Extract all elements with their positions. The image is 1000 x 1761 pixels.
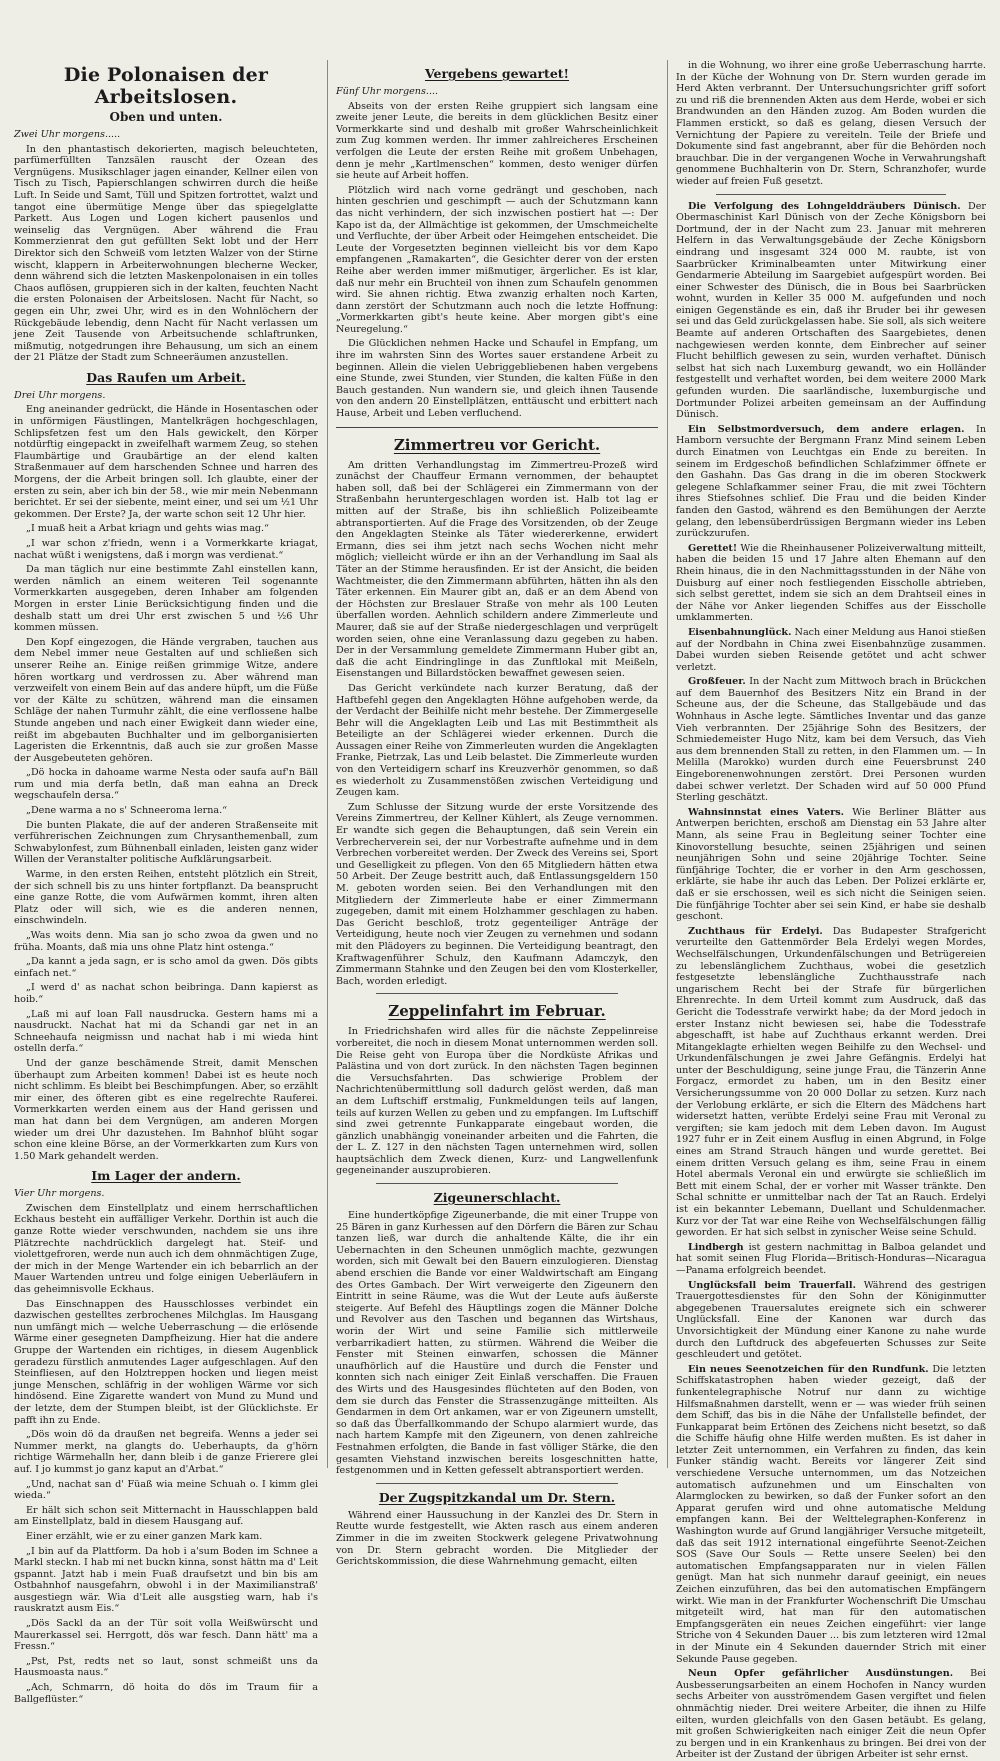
news-item-head: Ein Selbstmordversuch, dem andere erlagen. [688,423,965,435]
news-item-text: Wie die Rheinhausener Polizeiverwaltung mitteilt, haben die beiden 15 und 17 Jahre alten Ehemann auf den Rhein hinaus, die in den Nachmittagsstunden in der Nähe von Duisburg auf einer noch festliegenden Eisscholle abtrieben, sich selbst gerettet, indem sie sich an dem Drahtseil eines in der Nähe vor Anker liegenden Schiffes aus der Eisscholle umklammerten. [676,542,986,624]
paragraph: „Dö hocka in dahoame warme Nesta oder saufa auf'n Bäll rum und mia derfa betln, daß man eahna an Dreck wegschaufeln dersa.“ [14,767,318,802]
paragraph: „I werd d' as nachat schon beibringa. Dann kapierst as hoib.“ [14,982,318,1005]
paragraph: Eng aneinander gedrückt, die Hände in Hosentaschen oder in unförmigen Fäustlingen, Mantelkrägen hochgeschlagen, Schlipsfetzen fest um den Hals gewickelt, den Körper notdürftig eingepackt in zweifelhaft warmem Zeug, so stehen Flaumbärtige und Graubärtige an der elend kalten Straßenmauer auf dem harschenden Schnee und harren des Morgens, der die Arbeit bringen soll. Ich glaubte, einer der ersten zu sein, aber ich bin der 58., wie mir mein Nebenmann berichtet. Er sei der siebente, meint einer, und sei um ½1 Uhr gekommen. Der Erste? Ja, der warte schon seit 12 Uhr hier. [14,404,318,520]
paragraph: „Da kannt a jeda sagn, er is scho amol da gwen. Dös gibts einfach net.“ [14,956,318,979]
paragraph: Während einer Haussuchung in der Kanzlei des Dr. Stern in Reutte wurde festgestellt, wie Akten rasch aus einem anderen Zimmer in die im zweiten Stockwerk gelegene Privatwohnung von Dr. Stern gebracht worden. Die Mitglieder der Gerichtskommission, die diese Wahrnehmung gemacht, eilten [336,1509,658,1568]
news-item-text: Bei Ausbesserungsarbeiten an einem Hochofen in Nancy wurden sechs Arbeiter von ausströmendem Gasen vergiftet und fielen ohnmächtig nieder. Drei weitere Arbeiter, die ihnen zu Hilfe eilten, wurden gleichfalls von den Gasen betäubt. Es gelang, mit großen Schwierigkeiten nach einiger Zeit die neun Opfer zu bergen und in ein Krankenhaus zu bringen. Bei drei von der Arbeiter ist der Zustand der übrigen Arbeiter ist sehr ernst. [676,1668,986,1761]
section-heading-vergebens: Vergebens gewartet! [424,66,570,81]
divider [376,1183,618,1184]
news-item [676,1280,986,1361]
paragraph: Zwischen dem Einstellplatz und einem herrschaftlichen Eckhaus besteht ein auffälliger Verkehr. Dorthin ist auch die ganze Rotte wieder verschwunden, nachdem sie uns ihre Plätzrechte nachdrücklich dargelegt hat. Steif- und violettgefroren, werde nun auch ich dem ohnmächtigen Zuge, der mich in der Menge Wartender ein ich bebarrlich an der Mauer Wartenden untreu und folge einigen Ueberläufern in das geheimnisvolle Eckhaus. [14,1202,318,1296]
time-lead: Fünf Uhr morgens.... [336,86,439,97]
news-item-text: Nach einer Meldung aus Hanoi stießen auf der Nordbahn in China zwei Eisenbahnzüge zusammen. Dabei wurden sieben Reisende getötet und acht schwer verletzt. [676,626,986,673]
paragraph: „Pst, Pst, redts net so laut, sonst schmeißt uns da Hausmoasta naus.“ [14,1655,318,1679]
column-rule-2 [667,60,668,1468]
intro-paragraphs [14,144,318,364]
paragraph: Die bunten Plakate, die auf der anderen Straßenseite mit verführerischen Zeichnungen zum Chrysanthemenball, zum Schwabylonfest, zum Bühnenball einladen, leisten ganz wider Willen der Veranstalter politische Aufklärungsarbeit. [14,819,318,866]
paragraph: Die Glücklichen nehmen Hacke und Schaufel in Empfang, um ihre im wahrsten Sinn des Wortes sauer erstandene Arbeit zu beginnen. Allein die vielen Uebriggebliebenen haben vergebens eine Stunde, zwei Stunden, vier Stunden, die kalten Füße in den Bauch gestanden. Nun wandern sie, und gleich ihnen Tausende von den andern 20 Einstellplätzen, enttäuscht und erbittert nach Hause, Arbeit und Leben verfluchend. [336,338,658,420]
section-paragraphs [14,404,318,1162]
article-title: Die Polonaisen der Arbeitslosen. [63,64,269,108]
paragraph: Er hält sich schon seit Mitternacht in Hausschlappen bald am Einstellplatz, bald in diesem Hausgang auf. [14,1504,318,1528]
paragraph: In den phantastisch dekorierten, magisch beleuchteten, parfümerfüllten Tanzsälen rauscht der Ozean des Vergnügens. Musikschlager jagen einander, Kellner eilen von Tisch zu Tisch, Papierschlangen schwirren durch die heiße Luft. In Seide und Samt, Tüll und Spitzen fortrottet, walzt und tangot eine übermütige Menge über das spiegelglatte Parkett. Aus Logen und Logen kichert pausenlos und weinselig das Vergnügen. Aber während die Frau Kommerzienrat den gut gefüllten Sekt lobt und der Herr Direktor sich den Schweiß vom letzten Walzer von der Stirne wischt, klappern in Arbeiterwohnungen blecherne Wecker, denn während sich die letzten Maskenpolonaisen in ein tolles Chaos auflösen, gruppieren sich in der kalten, feuchten Nacht die ersten Polonaisen der Arbeitslosen. Nacht für Nacht, so gegen ein Uhr, zwei Uhr, wird es in den Wohnlöchern der Rückgebäude lebendig, denn Nacht für Nacht verlassen um jene Zeit Tausende von Arbeitsuchende schlaftrunken, mißmutig, notgedrungen ihre Behausung, um sich an einem der 21 Plätze der Stadt zum Schneeräumen anzustellen. [14,143,318,364]
section-paragraphs [336,1510,658,1568]
news-item [676,627,986,673]
paragraph: „I war schon z'friedn, wenn i a Vormerkkarte kriagat, nachat wüßt i wenigstens, daß i morgn was verdienat.“ [14,538,318,561]
news-item-head: Gerettet! [688,542,738,554]
section-paragraphs [336,1026,658,1177]
news-items [676,201,986,1761]
paragraph: „Ach, Schmarrn, dö hoita do dös im Traum fiir a Ballgeflüster.“ [14,1682,318,1705]
news-item-head: Wahnsinnstat eines Vaters. [688,806,845,818]
paragraph: Da man täglich nur eine bestimmte Zahl einstellen kann, werden nämlich an einem weiteren Teil sogenannte Vormerkkarten ausgegeben, deren Inhaber am folgenden Morgen in erster Linie Berücksichtigung finden und die deshalb statt um drei Uhr erst zwischen 5 und ½6 Uhr kommen müssen. [14,564,318,634]
news-item [676,926,986,1239]
section-paragraphs [336,460,658,988]
section-box-vergebens [336,66,658,428]
news-item-text: In der Nacht zum Mittwoch brach in Brückchen auf dem Bauernhof des Besitzers Nitz ein Brand in der Scheune aus, der die Scheune, das Stallgebäude und das Wohnhaus in Asche legte. Sämtliches Inventar und das ganze Vieh verbrannten. Der 25jährige Sohn des Besitzers, der Schmiedemeister Hugo Nitz, kam bei dem Versuch, das Vieh aus dem brennenden Stall zu retten, in den Flammen um. — In Melilla (Marokko) wurden durch eine Feuersbrunst 240 Eingeborenenwohnungen zerstört. Drei Personen wurden dabei schwer verletzt. Der Schaden wird auf 50 000 Pfund Sterling geschätzt. [676,676,986,804]
section-heading-zugspitz: Der Zugspitzkandal um Dr. Stern. [378,1489,616,1505]
section-paragraphs [14,1203,318,1705]
time-lead: Zwei Uhr morgens..... [14,129,121,140]
paragraph: „Dös Sackl da an der Tür soit volla Weißwürscht und Maurerkassel sei. Herrgott, dös war fesch. Dann hätt' ma a Fressn.“ [14,1618,318,1653]
news-item-head: Zuchthaus für Erdelyi. [688,925,823,937]
news-item [676,201,986,421]
column-3 [676,60,986,1761]
news-item [676,424,986,540]
section-paragraphs [336,101,658,420]
section-paragraphs [336,1210,658,1477]
news-item [676,1364,986,1665]
paragraph: Das Einschnappen des Hausschlosses verbindet ein dazwischen gestelltes zerbrochenes Milchglas. Im Hausgang nun umfängt mich — welche Ueberraschung — die erlösende Wärme einer gesegneten Dampfheizung. Hier hat die andere Gruppe der Wartenden ein richtiges, in diesem Augenblick geradezu fürstlich anmutendes Lager aufgeschlagen. Auf den Steinfliesen, auf den Holztreppen hocken und liegen meist junge Menschen, schläfrig in der wohligen Wärme vor sich hindösend. Eine Zigarette wandert von Mund zu Mund und der letzte, dem der Stumpen bleibt, ist der Glücklichste. Er pafft ihn zu Ende. [14,1298,318,1426]
paragraph: Eine hundertköpfige Zigeunerbande, die mit einer Truppe von 25 Bären in ganz Kurhessen auf den Dörfern die Bären zur Schau tanzen ließ, war durch die anhaltende Kälte, die ihr ein Uebernachten in den Scheunen unmöglich machte, gezwungen worden, sich mit Gewalt bei den Bauern einzulogieren. Dienstag abend erschien die Bande vor einer Waldwirtschaft am Eingang des Ortes Gambach. Der Wirt verweigerte den Zigeunern den Eintritt in seine Räume, was die Wut der Leute aufs äußerste steigerte. Auf Befehl des Häuptlings zogen die Männer Dolche und Revolver aus den Taschen und begannen das Wirtshaus, worin der Wirt und seine Familie sich mittlerweile verbarrikadiert hatten, zu stürmen. Während die Weiber die Fenster mit Steinen einwarfen, schossen die Männer unaufhörlich auf die Haustüre und durch die Fenster und konnten sich nach einiger Zeit Einlaß verschaffen. Die Frauen des Wirts und des Hausgesindes flüchteten auf den Boden, von dem sie durch das Fenster die Strassenzugänge mitteilten. Als Gendarmen in dem Ort ankamen, war er von Zigeunern umstellt, so daß das Überfallkommando der Schupo alarmiert wurde, das nach hartem Kampfe mit den Zigeunern, von denen zahlreiche Festnahmen erfolgten, die Bande in fast völliger Stärke, die den gesamten Viehstand inzwischen bereits losgeschnitten hatte, festgenommen und in Ketten gefesselt abtransportiert werden. [336,1210,658,1477]
section-heading-lager: Im Lager der andern. [91,1168,241,1184]
news-item-head: Großfeuer. [688,676,746,688]
paragraph: „I muaß heit a Arbat kriagn und gehts wias mag.“ [26,523,269,535]
paragraph: „Und, nachat san d' Füaß wia meine Schuah o. I kimm glei wieda.“ [14,1478,318,1502]
news-item [676,1668,986,1761]
news-item [676,543,986,624]
news-item-text: In Hamborn versuchte der Bergmann Franz Mind seinem Leben durch Einatmen von Leuchtgas ein Ende zu bereiten. In seinem im Erdgeschoß befindlichen Schlafzimmer öffnete er den Gashahn. Das Gas drang in die im oberen Stockwerk gelegene Schlafkammer seiner Frau, die mit zwei Töchtern ihres Stiefsohnes schlief. Die Frau und die beiden Kinder fanden den Gastod, während es den Bemühungen der Aerzte gelang, den lebensüberdrüssigen Bergmann wieder ins Leben zurückzurufen. [676,423,986,540]
paragraph: Den Kopf eingezogen, die Hände vergraben, tauchen aus dem Nebel immer neue Gestalten auf und schließen sich unserer Reihe an. Einige reißen grimmige Witze, andere hören wortkarg und verdrossen zu. Aber während man verzweifelt von einem Bein auf das andere hüpft, um die Füße vor der Kälte zu schützen, während man die einsamen Schläge der nahen Turmuhr zählt, die eine verflossene halbe Stunde angeben und nach einer Ewigkeit dann wieder eine, reißt im abgebauten Buchhalter und im gelborganisierten Lageristen die Erkenntnis, daß auch sie zur großen Masse der Ausgebeuteten gehören. [14,636,318,764]
time-lead: Drei Uhr morgens. [14,389,106,401]
paragraph: Abseits von der ersten Reihe gruppiert sich langsam eine zweite jener Leute, die bereits in dem glücklichen Besitz einer Vormerkkarte sind und deshalb mit großer Wahrscheinlichkeit zum Zug kommen werden. Ihr immer zahlreicheres Erscheinen verfolgen die Leute der ersten Reihe mit großem Unbehagen, denn je mehr „Kartlmenschen“ kommen, desto weniger dürfen sie heute auf Arbeit hoffen. [336,100,658,182]
news-item [676,676,986,804]
paragraph: „Dös woin dö da draußen net begreifa. Wenns a jeder sei Nummer merkt, na glangts do. Ueberhaupts, da g'hörn richtige Wärmehalln her, dann bleib i de ganze Frierere glei auf. I jo kummst jo ganz kaput an d'Arbat.“ [14,1429,318,1475]
news-item-text: Das Budapester Strafgericht verurteilte den Gattenmörder Bela Erdelyi wegen Mordes, Wechselfälschungen, Urkundenfälschungen und Betrügereien zu lebenslänglichem Zuchthaus, wobei die gesetzlich festgesetzte lebenslängliche Zuchthausstrafe nach ungarischem Recht bei der Strafe für bürgerlichen Ehrenrechte. In dem Urteil kommt zum Ausdruck, daß das Gericht die Todesstrafe verwirkt habe; da der Mord jedoch in erster Instanz nicht bewiesen sei, habe die Todesstrafe abgeschafft, ist habe auf Zuchthaus erkannt werden. Drei Mitangeklagte erhielten wegen Beihilfe zu den Wechsel- und Urkundenfälschungen je zwei Jahre Gefängnis. Erdelyi hat unter der Beschuldigung, seine junge Frau, die Tänzerin Anne Forgacz, ermordet zu haben, um in den Besitz einer Versicherungssumme von 20 000 Dollar zu setzen. Kurz nach der Verlobung erklärte, er sich die Eltern des Mädchens hart widersetzt hatten, verübte Erdelyi seine Frau mit Veronal zu vergiften; sie kam jedoch mit dem Leben davon. Im August 1927 fuhr er in Zeit einem Ausflug in einen Abgrund, in Folge eines am Strand Strauch hängen und wurde gerettet. Bei einem dritten Versuch gelang es ihm, seine Frau in einem Hotel abermals Veronal ein und erwürgte sie schließlich im Bett mit einem Schal, der er vorher mit Wasser tränkte. Den Schal schnitte er unmittelbar nach der Tat an Rauch. Erdelyi ist ein bekannter Lebemann, Duellant und Schuldenmacher. Kurz vor der Tat war eine Reihe von Wechselfälschungen fällig geworden. Er hat sich selbst in zynischer Weise seine Schuld. [676,925,986,1239]
paragraph: Einer erzählt, wie er zu einer ganzen Mark kam. [26,1530,263,1542]
newspaper-page [14,60,986,1761]
news-item-head: Neun Opfer gefährlicher Ausdünstungen. [688,1668,954,1680]
news-item-text: Die letzten Schiffskatastrophen haben wieder gezeigt, daß der funkentelegraphische Notruf nur dann zu wichtige Hilfsmaßnahmen darstellt, wenn er — was wieder früh seinen dem Schiff, das bis in die Nähe der Unfallstelle befindet, der Funkapparat beim Ertönen des Zeichens nicht besetzt, so daß die Schiffe häufig ohne Hilfe werden mußten. Es ist daher in letzter Zeit unternommen, ein Verfahren zu finden, das kein Funker ständig wacht. Bereits vor längerer Zeit sind verschiedene Versuche unternommen, um das Notzeichen automatisch aufzunehmen und um Einschalten von Alarmglocken zu bewirken, so daß der Funker sofort an den Apparat gerufen wird und ohne automatische Meldung empfangen kann. Bei der Welttelegraphen-Konferenz in Washington wurde auf Grund langjähriger Versuche mitgeteilt, daß das seit 1912 international eingeführte Seenot-Zeichen SOS (Save Our Souls — Rette unsere Seelen) bei den automatischen Empfangsapparaten nur in vielen Fällen genügt. Man hat sich nunmehr darauf geeinigt, ein neues Zeichen einzuführen, das bei den automatischen Empfängern wirkt. Wie man in der Frankfurter Wochenschrift Die Umschau mitgeteilt wird, hat man für den automatischen Empfangsgeräten ein neues Zeichen eingeführt: vier lange Striche von 4 Sekunden Dauer ... bis zum letzteren wird 12mal in der Minute ein 4 Sekunden dauernder Strich mit einer Sekunde Pause gegeben. [676,1363,986,1665]
divider [716,194,946,195]
column-1 [14,60,318,1705]
paragraph: In Friedrichshafen wird alles für die nächste Zeppelinreise vorbereitet, die noch in diesem Monat unternommen werden soll. Die Reise geht von Europa über die Nordküste Afrikas und Palästina und von dort zurück. In den nächsten Tagen beginnen die Versuchsfahrten. Das schwierige Problem der Nachrichtenübermittlung soll dadurch gelöst werden, daß man an dem Luftschiff erstmalig, Funkmeldungen teils auf langen, teils auf kurzen Wellen zu geben und zu empfangen. Im Luftschiff sind zwei getrennte Funkapparate eingebaut worden, die gänzlich unabhängig voneinander arbeiten und die Fahrten, die der L. Z. 127 in den nächsten Tagen unternehmen wird, sollen hauptsächlich dem Zweck dienen, Kurz- und Langwellenfunk gegeneinander auszuprobieren. [336,1026,658,1177]
paragraph: Am dritten Verhandlungstag im Zimmertreu-Prozeß wird zunächst der Chauffeur Ermann vernommen, der behauptet haben soll, daß bei der Schlägerei ein Zimmermann von der Straßenbahn heruntergeschlagen worden ist. Halb tot lag er mitten auf der Straße, bis ihn schließlich Polizeibeamte abtransportierten. Auf die Frage des Vorsitzenden, ob der Zeuge den Angeklagten Steinke als Täter wiedererkenne, erwidert Ermann, dies sei ihm jetzt nach sechs Wochen nicht mehr möglich; vielleicht würde er ihn an der Verhandlung im Saal als Täter an der Stimme herausfinden. Er ist der Ansicht, die beiden Wachtmeister, die den Zimmermann abführten, hätten ihn als den Täter erkennen. Ein Maurer gibt an, daß er an dem Abend von der Höchsten zur Breslauer Straße von mehr als 100 Leuten überfallen worden. Aehnlich schildern andere Zimmerleute und Maurer, daß sie auf der Straße niedergeschlagen und verprügelt worden seien, ohne eine Veranlassung dazu gegeben zu haben. Der in der Versammlung gemeldete Zimmermann Huber gibt an, daß die acht Eindringlinge in das Zunftlokal mit Meißeln, Eisenstangen und Billardstöcken bewaffnet gewesen seien. [336,459,658,680]
section-heading-zigeuner: Zigeunerschlacht. [433,1190,561,1206]
section-heading-zimmertreu: Zimmertreu vor Gericht. [393,435,601,454]
section-heading-zeppelin: Zeppelinfahrt im Februar. [388,1002,606,1021]
news-item-head: Ein neues Seenotzeichen für den Rundfunk. [688,1363,929,1375]
column-rule-1 [327,60,328,1468]
news-item-head: Unglücksfall beim Trauerfall. [688,1279,856,1291]
paragraph: „I bin auf da Plattform. Da hob i a'sum Boden im Schnee a Markl steckn. I hab mi net buckn kinna, sonst hättn ma d' Leit gspannt. Jatzt hab i mein Fuaß draufsetzt und bin bis am Ostbahnhof nausgefahrn, obwohl i in der Maximilianstraß' ausgestiegn wär. Wia d'Leit alle ausgstieg warn, hab i's rauskratzt ausm Eis.“ [14,1545,318,1615]
continued-paragraphs [676,60,986,188]
news-item-text: Der Obermaschinist Karl Dünisch von der Zeche Königsborn bei Dortmund, der in der Nacht zum 23. Januar mit mehreren Helfern in das Verwaltungsgebäude der Zeche Königsborn eindrang und insgesamt 324 000 M. raubte, ist von Saarbrücker Kriminalbeamten unter Mitwirkung einer Gendarmerie Abteilung im Saargebiet aufgespürt worden. Bei einer Schwester des Dünisch, die in Bous bei Saarbrücken wohnt, wurden in Keller 35 000 M. aufgefunden und noch einigen Gegenstände es ein, daß ihr Bruder bei ihr gewesen sei und das Geld zurückgelassen habe. Sie soll, als sich weitere Beamte auf anderen Ortschaften des Saargebietes, denen nachgewiesen werden konnte, dem Einbrecher auf seiner Flucht behilflich gewesen zu sein, wurden verhaftet. Dünisch selbst hat sich nach Luxemburg gewandt, wo ein Holländer festgestellt und verhaftet worden, bei dem weitere 2000 Mark gefunden wurden. Die saarländische, luxemburgische und Dortmunder Polizei arbeiten gemeinsam an der Auffindung Dünisch. [676,200,986,421]
paragraph: „Was woits denn. Mia san jo scho zwoa da gwen und no früha. Moants, daß mia uns ohne Platz hint ostenga.“ [14,930,318,953]
news-item-text: Während des gestrigen Trauergottesdienstes für den Sohn der Königinmutter abgegebenen Trauersalutes ereignete sich ein schwerer Unglücksfall. Eine der Kanonen war durch das Unvorsichtigkeit der Mündung einer Kanone zu nahe wurde durch den Luftdruck des abgefeuerten Schusses zur Seite geschleudert und getötet. [676,1279,986,1361]
news-item-head: Eisenbahnunglück. [688,626,792,638]
column-2 [336,60,658,1568]
time-lead: Vier Uhr morgens. [14,1188,105,1200]
news-item-head: Lindbergh [688,1241,744,1253]
paragraph: Zum Schlusse der Sitzung wurde der erste Vorsitzende des Vereins Zimmertreu, der Kellner Kühlert, als Zeuge vernommen. Er wandte sich gegen die Behauptungen, daß sein Verein ein Verbrecherverein sei, der nur Vorbestrafte aufnehme und in dem Verbrechen vorbereitet werden. Der Zweck des Vereins sei, Sport und Geselligkeit zu pflegen. Von den 65 Mitgliedern hätten etwa 50 Arbeit. Der Zeuge bestritt auch, daß Entlassungsgeldern 150 M. geboten worden seien. Bei den Verhandlungen mit den Mitgliedern der Zimmerleute habe er einer Zimmermann zugegeben, damit mit einem Holzhammer geschlagen zu haben. Das Gericht beschloß, trotz gegenteiliger Anträge der Verteidigung, heute noch vier Zeugen zu vernehmen und sodann mit den Plädoyers zu beginnen. Die Verteidigung beantragt, den Kraftwagenführer Schulz, den Kaufmann Adamczyk, den Zimmermann Stahnke und den Zeugen bei den vom Klosterkeller, Bach, worden erledigt. [336,801,658,987]
paragraph: „Dene warma a no s' Schneeroma lerna.“ [26,805,228,817]
news-item [676,807,986,923]
news-item-text: Wie Berliner Blätter aus Antwerpen berichten, erschoß am Dienstag ein 53 Jahre alter Mann, als seine Frau in Begleitung seiner Tochter eine Kinovorstellung besuchte, seinen 25jährigen und seinen neunjährigen Sohn und seine 20jährige Tochter. Seine fünfjährige Tochter, die er vorher in den Arm geschossen, erklärte, sie habe ihr auch das Leben. Der Polizei erklärte er, daß er sie erschossen, weil es sich nicht die Seinigen seien. Die fünfjährige Tochter aber sei sein Kind, er habe sie deshalb geschont. [676,806,986,923]
paragraph: „Laß mi auf loan Fall nausdrucka. Gestern hams mi a nausdruckt. Nachat hat mi da Schandi gar net in an Schneehaufa neigmissn und nachat hab i mi wieda hint ostelln derfa.“ [14,1008,318,1055]
paragraph: Und der ganze beschämende Streit, damit Menschen überhaupt zum Arbeiten kommen! Dabei ist es heute noch nicht schlimm. Es bleibt bei Beschimpfungen. Aber, so erzählt mir einer, des öfteren gibt es eine regelrechte Rauferei. Vormerkkarten werden einem aus der Hand gerissen und man hat dann bei dem Vergnügen, am anderen Morgen wieder um drei Uhr dazustehen. Im Bahnhof blüht sogar schon eine kleine Börse, an der Vormerkkarten zum Kurs von 1.50 Mark gehandelt werden. [14,1057,318,1162]
news-item [676,1242,986,1277]
divider [376,1483,618,1484]
paragraph: Plötzlich wird nach vorne gedrängt und geschoben, nach hinten geschrien und geschimpft — auch der Schutzmann kann das nicht verhindern, der sich inzwischen postiert hat —: Der Kapo ist da, der Allmächtige ist gekommen, der Umschmeichelte und Verfluchte, der über Arbeit oder Heimgehen entscheidet. Die Leute der Vorgesetzten beginnen vielleicht bis vor dem Kapo empfangenen „Ramakarten“, die Gesichter derer von der ersten Reihe aber werden immer mißmutiger, ärgerlicher. Es ist klar, daß nur mehr ein Bruchteil von ihnen zum Schaufeln genommen wird. Sie ahnen richtig. Etwa zwanzig erhalten noch Karten, dann zerstört der Schutzmann auch noch die letzte Hoffnung: „Vormerkkarten gibt's heute keine. Aber morgen gibt's eine Neuregelung.“ [336,184,658,335]
paragraph: in die Wohnung, wo ihrer eine große Ueberraschung harrte. In der Küche der Wohnung von Dr. Stern wurden gerade im Herd Akten verbrannt. Der Untersuchungsrichter griff sofort zu und riß die brennenden Akten aus dem Herde, wobei er sich Brandwunden an den Händen zuzog. Am Boden wurden die Flammen erstickt, so daß es gelang, diesen Versuch der Vernichtung der Papiere zu vereiteln. Teile der Briefe und Dokumente sind fast angebrannt, aber für die Behörden noch brauchbar. Die in der vergangenen Woche in Verwahrungshaft genommene Buchhalterin von Dr. Stern, Schranzhofer, wurde wieder auf freien Fuß gesetzt. [676,60,986,187]
news-item-head: Die Verfolgung des Lohngelddräubers Dünisch. [688,200,961,212]
divider [376,993,618,994]
news-item-text: ist gestern nachmittag in Balboa gelandet und hat somit seinen Flug Florida—Britisch-Honduras—Nicaragua—Panama erfolgreich beendet. [676,1241,986,1276]
paragraph: Warme, in den ersten Reihen, entsteht plötzlich ein Streit, der sich schnell bis zu uns hinter fortpflanzt. Da beansprucht eine ganze Rotte, die vom Aufwärmen kommt, ihren alten Platz oder will sich, wie es die anderen nennen, einschwindeln. [14,869,318,927]
paragraph: Das Gericht verkündete nach kurzer Beratung, daß der Haftbefehl gegen den Angeklagten Höhne aufgehoben werde, da der Verdacht der Beihilfe nicht mehr bestehe. Der Zimmergeselle Behr will die Angeklagten Leib und Las mit Bestimmtheit als Beteiligte an der Schlägerei wieder erkennen. Durch die Aussagen einer Reihe von Zimmerleuten wurden die Angeklagten Franke, Pietrzak, Las und Leib belastet. Die Zimmerleute wurden von den Verteidigern scharf ins Kreuzverhör genommen, so daß es wiederholt zu Zusammenstößen zwischen Verteidigung und Zeugen kam. [336,682,658,799]
section-heading-raufen: Das Raufen um Arbeit. [86,369,246,385]
article-subtitle: Oben und unten. [109,110,223,124]
